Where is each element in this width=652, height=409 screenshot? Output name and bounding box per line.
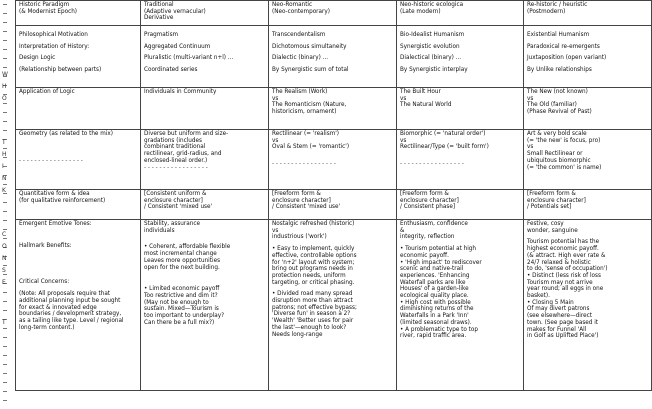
margin-dash xyxy=(3,400,7,401)
margin-dash xyxy=(3,310,7,311)
table-cell: [Consistent uniform & enclosure character] / Consistent 'mixed use' xyxy=(141,190,269,220)
margin-dash xyxy=(3,148,7,149)
table-cell: Individuals in Community xyxy=(141,88,269,130)
margin-dash xyxy=(3,4,7,5)
table-cell: The Realism (Work) vs The Romanticism (Nature, historicism, ornament) xyxy=(269,88,397,130)
margin-letter: T xyxy=(2,319,6,326)
margin-dash xyxy=(3,220,7,221)
margin-dash xyxy=(3,211,7,212)
margin-dash xyxy=(3,184,7,185)
table-cell: Nostalgic refreshed (historic) vs industrious ('work') • Easy to implement, quickly effective, controllable options for 'n+2' layout with system; bring out programs needs in protection needs, uniform targeting, or critical phasing. • Divided road many spread disruption more than attract patrons; not effective bypass; 'Diverse fun' in season a 2? 'Wealth' 'Better uses for pair the last'—enough to look? Needs long-range xyxy=(269,220,397,391)
margin-dash xyxy=(3,103,7,104)
margin-dash xyxy=(3,49,7,50)
table-cell: Transcendentalism Dichotomous simultaneity Dialectic (binary) ... By Synergistic sum of total xyxy=(269,26,397,88)
table-cell: Bio-Idealist Humanism Synergistic evolution Dialectical (binary) ... By Synergistic interplay xyxy=(397,26,524,88)
margin-dash xyxy=(3,229,7,230)
row-label: Quantitative form & idea (for qualitative reinforcement) xyxy=(16,190,141,220)
row-label: Application of Logic xyxy=(16,88,141,130)
margin-dash xyxy=(3,202,7,203)
margin-dash xyxy=(3,328,7,329)
margin-dash xyxy=(3,31,7,32)
row-label: Philosophical Motivation Interpretation of History: Design Logic (Relationship between parts) xyxy=(16,26,141,88)
table-cell: Existential Humanism Paradoxical re-emergents Juxtaposition (open variant) By Unlike relationships xyxy=(524,26,652,88)
margin-dash xyxy=(3,301,7,302)
header-row xyxy=(16,1,652,26)
margin-letter: S xyxy=(2,267,6,274)
margin-dash xyxy=(3,355,7,356)
header-cell: Traditional (Adaptive vernacular) Derivative xyxy=(141,1,269,26)
margin-letter: H xyxy=(2,83,7,90)
table-cell: Enthusiasm, confidence & integrity, reflection • Tourism potential at high economic payoff. • 'High impact' to rediscover scenic and native-trail experiences. 'Enhancing Waterfall parks are like Houses' of a garden-like ecological quality place. • High cost with possible diminishing returns of the Waterfalls in a Park 'Inn' (limited seasonal draws). • A problematic type to top river, rapid traffic area. xyxy=(397,220,524,391)
margin-dash xyxy=(3,130,7,131)
margin-letter: E xyxy=(2,279,6,286)
header-cell: Neo-historic ecologica (Late modern) xyxy=(397,1,524,26)
margin-dash xyxy=(3,373,7,374)
margin-letter: K xyxy=(2,187,6,194)
outcomes-row xyxy=(16,220,652,391)
quantitative-row xyxy=(16,190,652,220)
geometry-row xyxy=(16,130,652,190)
margin-letter: I xyxy=(2,163,4,170)
margin-dash xyxy=(3,346,7,347)
header-cell: Historic Paradigm (& Modernist Epoch) xyxy=(16,1,141,26)
application-row xyxy=(16,88,652,130)
margin-dash xyxy=(3,67,7,68)
table-cell: [Freeform form & enclosure character] / Potentials set] xyxy=(524,190,652,220)
margin-dash xyxy=(3,292,7,293)
table-cell: Festive, cosy wonder, sanguine Tourism potential has the highest economic payoff. (& attract. High ever rate & 24/7 relaxed & holistic to do, 'sense of occupation') • Distinct (less risk of loss Tourism may not arrive year round; all eggs in one basket). • Closing 5 Main Of may divert patrons (see elsewhere—direct town. (See page based it makes for Funnel 'All in Golf as Uplifted Place') xyxy=(524,220,652,391)
margin-letter: C xyxy=(2,231,7,238)
table-cell: Diverse but uniform and size- gradations (includes combinant traditional rectilinear, grid-radius, and enclosed-lineal order.) - - - - - - - - - - - - - - - - - xyxy=(141,130,269,190)
margin-dash xyxy=(3,337,7,338)
margin-dash xyxy=(3,58,7,59)
margin-dash xyxy=(3,364,7,365)
table-cell: Art & very bold scale (= 'the new' is focus, pro) vs Small Rectilinear or ubiquitous biomorphic (= 'the common' is name) xyxy=(524,130,652,190)
table-cell: Pragmatism Aggregated Continuum Pluralistic (multi-variant n+l) ... Coordinated series xyxy=(141,26,269,88)
table-cell: Biomorphic (= 'natural order') vs Rectilinear/Type (= 'built form') - - - - - - - - - - - - - - - - - xyxy=(397,130,524,190)
attributes-row xyxy=(16,26,652,88)
margin-letter: N xyxy=(2,255,7,262)
table-cell: Stability, assurance individuals • Coherent, affordable flexible most incremental change Leaves more opportunities open for the next building. • Limited economic payoff Too restrictive and dim it? (May not be enough to sustain. Mixed—Tourism is too important to underplay? Can there be a full mix?) xyxy=(141,220,269,391)
header-cell: Neo-Romantic (Neo-contemporary) xyxy=(269,1,397,26)
table-cell: Rectilinear (= 'realism') vs Oval & Stem (= 'romantic') - - - - - - - - - - - - - - - - - xyxy=(269,130,397,190)
margin-dash xyxy=(3,13,7,14)
margin-dash xyxy=(3,112,7,113)
margin-letter: O xyxy=(2,95,7,102)
margin-letter: H xyxy=(2,151,7,158)
margin-column xyxy=(0,0,15,409)
margin-dash xyxy=(3,121,7,122)
header-cell: Re-historic / heuristic (Postmodern) xyxy=(524,1,652,26)
row-label: Geometry (as related to the mix) - - - - - - - - - - - - - - - - - xyxy=(16,130,141,190)
margin-dash xyxy=(3,391,7,392)
margin-dash xyxy=(3,265,7,266)
margin-dash xyxy=(3,40,7,41)
margin-letter: T xyxy=(2,139,6,146)
margin-letter: W xyxy=(2,71,8,78)
margin-dash xyxy=(3,22,7,23)
table-cell: [Freeform form & enclosure character] / Consistent phase] xyxy=(397,190,524,220)
margin-dash xyxy=(3,274,7,275)
comparison-table xyxy=(15,0,652,391)
margin-dash xyxy=(3,238,7,239)
margin-letter: O xyxy=(2,243,7,250)
row-label: Emergent Emotive Tones: Hallmark Benefits: Critical Concerns: (Note: All proposals require that additional planning input be sought for exact & innovated edge boundaries / development strategy, as a tailing like type. Level / regional long-term content.) xyxy=(16,220,141,391)
table-cell: [Freeform form & enclosure character] / Consistent 'mixed use' xyxy=(269,190,397,220)
margin-dash xyxy=(3,382,7,383)
margin-letter: N xyxy=(2,175,7,182)
table-cell: The Built Hour vs The Natural World xyxy=(397,88,524,130)
table-cell: The New (not known) vs The Old (familiar) (Phase Revival of Past) xyxy=(524,88,652,130)
